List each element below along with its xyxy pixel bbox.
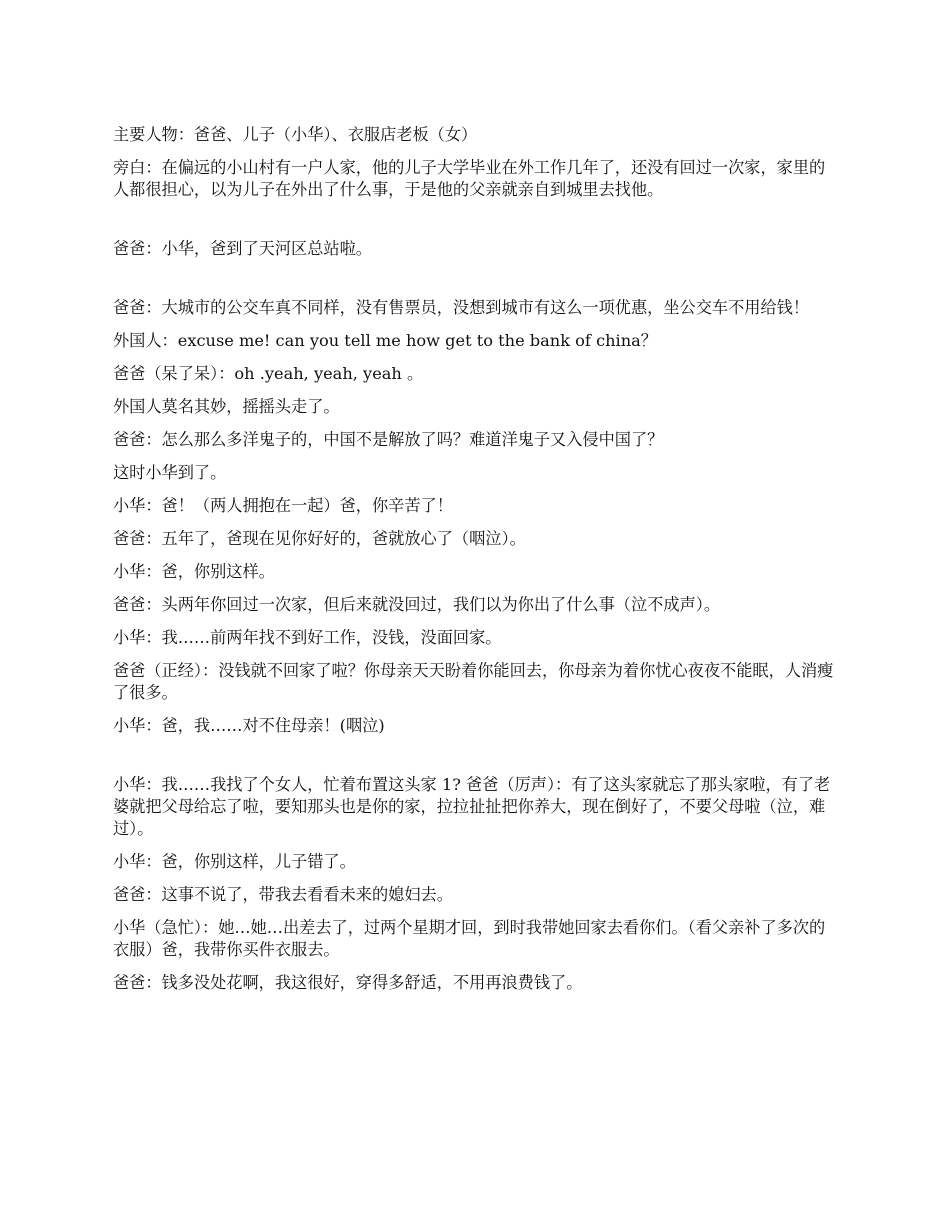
paragraph-dialogue: 爸爸：五年了，爸现在见你好好的，爸就放心了（咽泣）。 <box>113 529 526 548</box>
paragraph-dialogue: 爸爸：大城市的公交车真不同样，没有售票员，没想到城市有这么一项优惠，坐公交车不用给钱！ <box>113 298 810 317</box>
paragraph-narration: 这时小华到了。 <box>113 463 227 482</box>
paragraph-narration: 旁白：在偏远的小山村有一户人家，他的儿子大学毕业在外工作几年了，还没有回过一次家，家里的人都很担心，以为儿子在外出了什么事，于是他的父亲就亲自到城里去找他。 <box>113 158 826 199</box>
paragraph-dialogue: 小华：爸，我……对不住母亲！(咽泣) <box>113 716 385 735</box>
blank-line <box>113 271 841 297</box>
paragraph-dialogue: 爸爸（呆了呆）：oh .yeah, yeah, yeah 。 <box>113 364 424 383</box>
paragraph-dialogue: 小华：爸，你别这样。 <box>113 562 275 581</box>
paragraph-characters: 主要人物：爸爸、儿子（小华）、衣服店老板（女） <box>113 125 478 144</box>
paragraph-dialogue: 爸爸（正经）：没钱就不回家了啦？你母亲天天盼着你能回去，你母亲为着你忧心夜夜不能眠，人消瘦了很多。 <box>113 661 834 702</box>
paragraph-narration: 外国人莫名其妙，摇摇头走了。 <box>113 397 340 416</box>
document-page <box>113 124 841 1005</box>
paragraph-dialogue: 爸爸：小华，爸到了天河区总站啦。 <box>113 239 372 258</box>
paragraph-dialogue: 小华（急忙）：她…她…出差去了，过两个星期才回，到时我带她回家去看你们。（看父亲补了多次的衣服）爸，我带你买件衣服去。 <box>113 918 826 959</box>
paragraph-dialogue: 小华：爸，你别这样，儿子错了。 <box>113 852 356 871</box>
paragraph-dialogue: 小华：我……前两年找不到好工作，没钱，没面回家。 <box>113 628 502 647</box>
paragraph-dialogue: 小华：我……我找了个女人，忙着布置这头家 1? 爸爸（厉声）：有了这头家就忘了那头家啦，有了老婆就把父母给忘了啦，要知那头也是你的家，拉拉扯扯把你养大，现在倒好了，不要父母啦（泣，难过）。 <box>113 775 831 838</box>
blank-line <box>113 748 841 774</box>
paragraph-dialogue: 爸爸：怎么那么多洋鬼子的，中国不是解放了吗？难道洋鬼子又入侵中国了？ <box>113 430 664 449</box>
paragraph-dialogue: 爸爸：这事不说了，带我去看看未来的媳妇去。 <box>113 885 453 904</box>
paragraph-dialogue: 爸爸：钱多没处花啊，我这很好，穿得多舒适，不用再浪费钱了。 <box>113 973 583 992</box>
blank-line <box>113 212 841 238</box>
paragraph-dialogue: 外国人：excuse me! can you tell me how get to the bank of china？ <box>113 331 657 350</box>
paragraph-dialogue: 爸爸：头两年你回过一次家，但后来就没回过，我们以为你出了什么事（泣不成声）。 <box>113 595 721 614</box>
paragraph-dialogue: 小华：爸！（两人拥抱在一起）爸，你辛苦了！ <box>113 496 453 515</box>
